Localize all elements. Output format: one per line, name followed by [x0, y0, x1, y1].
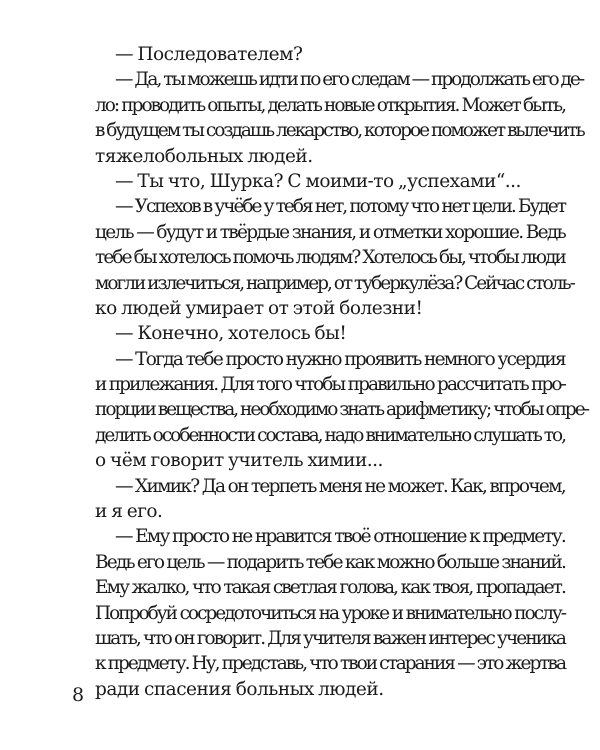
- text-line: — Ему просто не нравится твоё отношение к предмету.: [115, 526, 565, 548]
- body-text: [95, 42, 588, 702]
- text-line: Ему жалко, что такая светлая голова, как твоя, пропадает.: [95, 577, 565, 599]
- text-line: и я его.: [95, 501, 163, 523]
- text-line: — Тогда тебе просто нужно проявить немного усердия: [115, 348, 565, 370]
- text-line: Ведь его цель — подарить тебе как можно больше знаний.: [95, 551, 566, 573]
- text-line: — Ты что, Шурка? С моими-то „успехами“...: [115, 170, 521, 192]
- text-line: — Да, ты можешь идти по его следам — продолжать его де-: [115, 69, 584, 91]
- text-line: к предмету. Ну, представь, что твои старания — это жертва: [95, 653, 565, 675]
- page-number: 8: [72, 684, 85, 706]
- text-line: порции вещества, необходимо знать арифметику; чтобы опре-: [95, 399, 588, 421]
- text-line: могли излечиться, например, от туберкулёза? Сейчас столь-: [95, 272, 574, 294]
- text-line: — Химик? Да он терпеть меня не может. Как, впрочем,: [115, 475, 565, 497]
- text-line: — Последователем?: [115, 44, 303, 65]
- text-line: делить особенности состава, надо внимательно слушать то,: [95, 424, 565, 446]
- text-line: в будущем ты создашь лекарство, которое поможет вылечить: [95, 120, 584, 142]
- text-line: ради спасения больных людей.: [95, 678, 384, 700]
- text-line: ко людей умирает от этой болезни!: [95, 297, 423, 319]
- text-line: Попробуй сосредоточиться на уроке и внимательно послу-: [95, 602, 565, 624]
- text-line: и прилежания. Для того чтобы правильно рассчитать про-: [95, 374, 565, 396]
- text-line: — Конечно, хотелось бы!: [115, 323, 347, 345]
- text-line: тяжелобольных людей.: [95, 145, 313, 167]
- text-line: ло: проводить опыты, делать новые открытия. Может быть,: [95, 94, 565, 116]
- text-line: шать, что он говорит. Для учителя важен интерес ученика: [95, 627, 565, 649]
- text-line: тебе бы хотелось помочь людям? Хотелось бы, чтобы люди: [95, 247, 565, 269]
- text-line: цель — будут и твёрдые знания, и отметки хорошие. Ведь: [95, 221, 565, 243]
- text-line: о чём говорит учитель химии...: [95, 450, 383, 472]
- text-line: — Успехов в учёбе у тебя нет, потому что нет цели. Будет: [115, 196, 565, 218]
